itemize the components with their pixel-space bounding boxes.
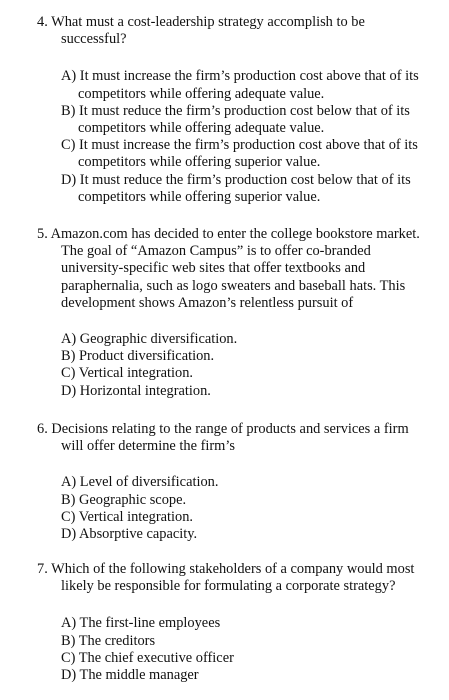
question-6-option-d: D) Absorptive capacity.	[61, 526, 198, 543]
question-5-text: 5. Amazon.com has decided to enter the college bookstore market. The goal of “Amazon Campus” is to offer co-branded university-specific web sites that offer textbooks and paraphernalia, such as logo sweaters and baseball hats. This development shows Amazon’s relentless pursuit of	[37, 226, 420, 311]
question-7-option-c: C) The chief executive officer	[61, 649, 234, 666]
question-7-text: 7. Which of the following stakeholders of a company would most likely be responsible for formulating a corporate strategy?	[37, 561, 415, 595]
question-5-option-d: D) Horizontal integration.	[61, 382, 211, 399]
question-5-option-b: B) Product diversification.	[61, 348, 215, 365]
question-7-option-d: D) The middle manager	[61, 667, 199, 684]
question-6-option-b: B) Geographic scope.	[61, 491, 187, 508]
question-7	[37, 561, 429, 684]
question-4-options	[61, 68, 423, 206]
question-6-text: 6. Decisions relating to the range of products and services a firm will offer determine the firm’s	[37, 421, 409, 455]
question-6-option-a: A) Level of diversification.	[61, 474, 219, 491]
question-4-text: 4. What must a cost-leadership strategy accomplish to be successful?	[37, 14, 365, 48]
question-7-option-b: B) The creditors	[61, 632, 156, 649]
question-4-option-d: D) It must reduce the firm’s production cost below that of its competitors while offering superior value.	[61, 171, 411, 205]
question-7-options	[61, 615, 429, 684]
question-4	[37, 14, 429, 206]
question-7-option-a: A) The first-line employees	[61, 615, 221, 632]
question-5	[37, 226, 429, 400]
question-4-option-a: A) It must increase the firm’s production cost above that of its competitors while offering adequate value.	[61, 68, 419, 102]
question-4-option-c: C) It must increase the firm’s production cost above that of its competitors while offering superior value.	[61, 137, 418, 171]
question-6	[37, 421, 429, 543]
question-4-option-b: B) It must reduce the firm’s production cost below that of its competitors while offering adequate value.	[61, 102, 410, 137]
question-5-option-a: A) Geographic diversification.	[61, 331, 238, 348]
question-5-options	[61, 331, 429, 400]
question-6-options	[61, 474, 429, 543]
question-5-option-c: C) Vertical integration.	[61, 365, 194, 382]
question-6-option-c: C) Vertical integration.	[61, 508, 194, 525]
